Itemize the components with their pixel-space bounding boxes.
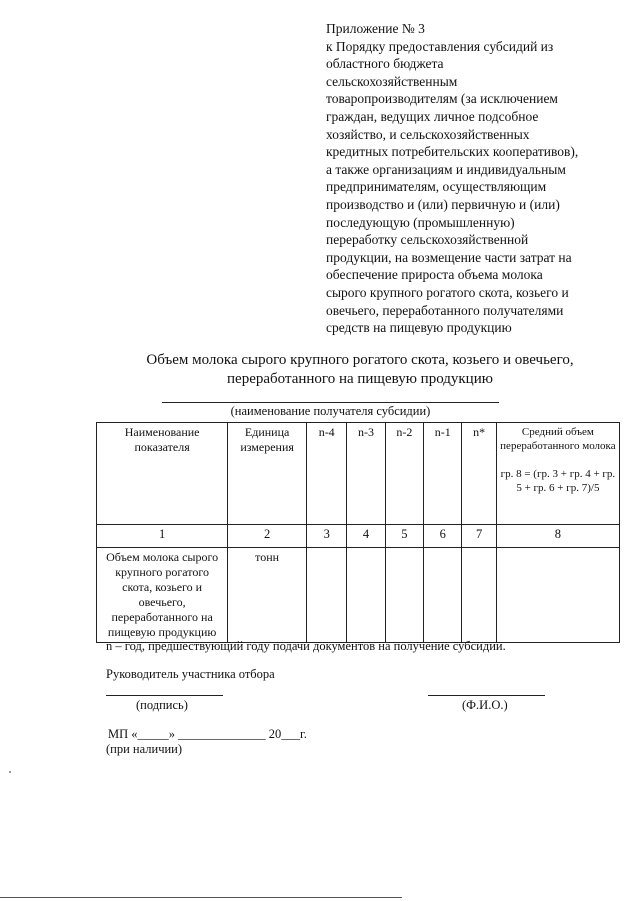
scan-speck [9, 771, 11, 773]
name-caption: (Ф.И.О.) [462, 698, 508, 712]
signature-caption: (подпись) [136, 698, 188, 712]
appendix-line: производство и (или) первичную и (или) [326, 196, 560, 212]
column-number: 8 [496, 525, 619, 548]
appendix-header [326, 20, 626, 337]
head-label: Руководитель участника отбора [106, 667, 275, 681]
footnote: n – год, предшествующий году подачи документов на получение субсидии. [106, 639, 506, 653]
column-number: 2 [228, 525, 307, 548]
cell-n-4[interactable] [307, 548, 347, 643]
stamp-note: (при наличии) [106, 742, 183, 756]
recipient-caption: (наименование получателя субсидии) [230, 404, 431, 418]
average-volume-formula: гр. 8 = (гр. 3 + гр. 4 + гр. 5 + гр. 6 + гр. 7)/5 [500, 468, 616, 494]
row-unit: тонн [228, 548, 307, 643]
column-number: 7 [462, 525, 496, 548]
appendix-line: последующую (промышленную) [326, 214, 515, 230]
appendix-line: а также организациям и индивидуальным [326, 161, 566, 177]
header-n-3: n-3 [347, 423, 385, 525]
name-line [428, 695, 545, 696]
column-number: 1 [97, 525, 228, 548]
cell-n-1[interactable] [424, 548, 462, 643]
recipient-name-line [162, 402, 499, 403]
average-volume-title: Средний объем переработанного молока [500, 426, 616, 452]
cell-n-2[interactable] [385, 548, 423, 643]
document-title-line-1: Объем молока сырого крупного рогатого скота, козьего и овечьего, [146, 352, 574, 368]
appendix-line: продукции, на возмещение части затрат на [326, 249, 572, 265]
column-number: 4 [347, 525, 385, 548]
column-number: 3 [307, 525, 347, 548]
header-unit: Единица измерения [228, 423, 307, 525]
table-row [97, 548, 620, 643]
cell-n-3[interactable] [347, 548, 385, 643]
appendix-line: сельскохозяйственным [326, 73, 458, 89]
cell-average[interactable] [496, 548, 619, 643]
appendix-line: обеспечение прироста объема молока [326, 267, 543, 283]
header-n: n* [462, 423, 496, 525]
header-n-2: n-2 [385, 423, 423, 525]
appendix-line: Приложение № 3 [326, 21, 425, 36]
row-indicator: Объем молока сырого крупного рогатого скота, козьего и овечьего, переработанного на пищевую продукцию [97, 548, 228, 643]
document-title-line-2: переработанного на пищевую продукцию [227, 370, 493, 387]
appendix-line: областного бюджета [326, 56, 444, 72]
signature-line [106, 695, 223, 696]
cell-n[interactable] [462, 548, 496, 643]
column-number: 5 [385, 525, 423, 548]
appendix-line: товаропроизводителям (за исключением [326, 91, 558, 107]
appendix-line: к Порядку предоставления субсидий из [326, 38, 554, 54]
stamp-date-line: МП «_____» ______________ 20___г. [108, 727, 307, 741]
appendix-line: предпринимателям, осуществляющим [326, 179, 547, 195]
appendix-line: хозяйство, и сельскохозяйственных [326, 126, 530, 142]
appendix-line: овечьего, переработанного получателями [326, 302, 564, 318]
appendix-line: кредитных потребительских кооперативов), [326, 144, 579, 160]
header-n-4: n-4 [307, 423, 347, 525]
header-average-volume [496, 423, 619, 525]
header-indicator: Наименование показателя [97, 423, 228, 525]
appendix-line: сырого крупного рогатого скота, козьего и [326, 284, 569, 300]
appendix-line: переработку сельскохозяйственной [326, 232, 529, 248]
appendix-line: граждан, ведущих личное подсобное [326, 108, 539, 124]
column-number: 6 [424, 525, 462, 548]
milk-volume-table [96, 422, 620, 643]
appendix-line: средств на пищевую продукцию [326, 320, 512, 336]
column-number-row [97, 525, 620, 548]
header-n-1: n-1 [424, 423, 462, 525]
document-title [100, 351, 620, 388]
table-header-row [97, 423, 620, 525]
page-bottom-rule [0, 897, 402, 898]
